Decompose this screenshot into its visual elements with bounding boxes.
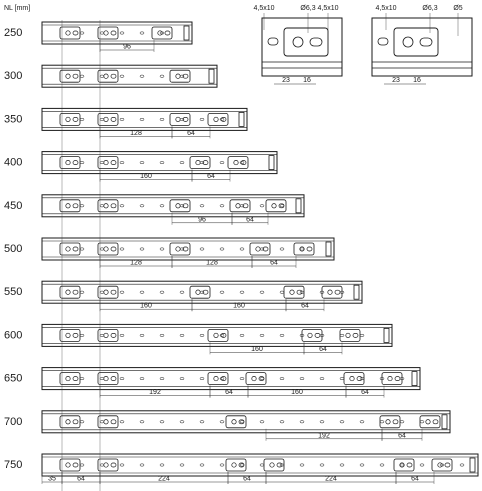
detail-slot [310,38,322,46]
mount-slot [73,377,78,381]
detail-label: 4,5x10 [375,5,397,12]
dim-label: 64 [319,345,327,353]
dim-label: 128 [130,129,142,137]
mount-hole [176,204,180,208]
mount-hole [66,290,70,294]
detail-label: Ø6,3 [300,5,316,12]
mount-slot [111,117,116,121]
mount-slot [111,161,116,165]
nl-label: 750 [4,459,23,471]
mount-slot [73,74,78,78]
dim-label: 64 [361,389,369,397]
dim-label: 224 [325,475,337,483]
dim-label: 160 [291,389,303,397]
mount-hole [104,117,108,121]
detail-dim-label: 16 [413,77,421,84]
detail-slot-left [378,38,388,45]
nl-label: 350 [4,113,23,126]
dim-label: 64 [270,259,278,267]
mount-hole [214,376,218,380]
dim-label: 96 [198,216,206,224]
dim-label: 64 [398,432,406,440]
end-roller [209,69,214,83]
slide-row [4,238,334,268]
dim-label: 64 [243,475,251,483]
nl-label: 600 [4,329,23,342]
detail-dim-label: 16 [303,77,311,84]
mount-slot [73,420,78,424]
end-roller [326,242,331,256]
detail-hole [403,37,413,47]
nl-label: 250 [4,27,23,39]
mount-hole [176,117,180,121]
mount-slot [73,161,78,165]
slide-rows [4,20,478,491]
mount-slot [445,463,450,467]
mount-slot [111,333,116,337]
mount-slot [111,290,116,294]
end-roller [442,415,447,429]
dim-label: 160 [251,345,263,353]
mount-slot [393,420,398,424]
mount-hole [256,247,260,251]
nl-header: NL [mm] [4,5,31,12]
mount-hole [272,204,276,208]
mount-hole [328,290,332,294]
detail-label: Ø5 [453,5,463,12]
end-roller [354,285,359,299]
mount-slot [353,333,358,337]
mount-hole [66,420,70,424]
mount-slot [407,463,412,467]
detail-hole [293,37,303,47]
mount-hole [232,420,236,424]
mount-slot [73,290,78,294]
mount-hole [66,31,70,35]
mount-hole [104,74,108,78]
mount-hole [308,333,312,337]
mount-slot [433,420,438,424]
mount-slot [111,74,116,78]
dim-label: 64 [207,173,215,181]
mount-hole [66,247,70,251]
mount-hole [196,290,200,294]
dim-label: 96 [123,43,131,51]
end-roller [384,328,389,342]
mount-hole [426,420,430,424]
nl-label: 450 [4,199,23,212]
dim-label: 64 [301,302,309,310]
dim-label: 160 [233,302,245,310]
detail-views [253,5,472,84]
dim-label: 64 [411,475,419,483]
detail-dim-label: 23 [392,77,400,84]
slide-row [4,454,478,484]
mount-hole [400,463,404,467]
slide-row [4,195,304,225]
mount-slot [315,333,320,337]
mount-slot [73,31,78,35]
end-roller [184,26,189,40]
mount-hole [388,376,392,380]
dim-label: 64 [225,389,233,397]
mount-slot [111,31,116,35]
dim-label: 192 [318,432,330,440]
slide-row [4,368,420,398]
detail-label: Ø6,3 [422,5,438,12]
mount-hole [104,204,108,208]
mount-slot [165,31,170,35]
detail-label: 4,5x10 [253,5,275,12]
mount-hole [104,333,108,337]
nl-label: 550 [4,286,23,299]
slide-row [4,152,277,182]
detail-a [253,5,342,84]
mount-hole [214,117,218,121]
mount-hole [252,376,256,380]
mount-hole [196,160,200,164]
slide-row [4,22,192,52]
mount-hole [66,463,70,467]
mount-slot [73,117,78,121]
nl-label: 500 [4,243,23,255]
mount-hole [270,463,274,467]
mount-hole [350,376,354,380]
mount-slot [111,420,116,424]
dim-label: 128 [206,259,218,267]
mount-hole [66,204,70,208]
mount-hole [346,333,350,337]
mount-slot [111,377,116,381]
dim-label: 224 [158,475,170,483]
mount-hole [66,160,70,164]
mount-hole [66,376,70,380]
mount-hole [66,74,70,78]
slide-row [4,65,217,87]
end-roller [239,112,244,126]
end-roller [296,199,301,213]
nl-label: 700 [4,415,23,428]
mount-hole [104,247,108,251]
dim-label: 35 [48,475,56,483]
mount-slot [111,247,116,251]
mount-slot [395,377,400,381]
detail-dim-label: 23 [282,77,290,84]
detail-slot [420,38,432,46]
nl-label: 650 [4,372,23,385]
mount-slot [307,247,312,251]
mount-hole [234,160,238,164]
mount-hole [232,463,236,467]
detail-label: 4,5x10 [317,5,339,12]
slide-row [4,108,247,138]
mount-hole [104,31,108,35]
mount-slot [73,204,78,208]
mount-hole [104,420,108,424]
mount-slot [111,463,116,467]
detail-slot-left [268,38,278,45]
mount-hole [214,333,218,337]
end-roller [412,372,417,386]
mount-hole [386,420,390,424]
mount-hole [104,290,108,294]
nl-label: 300 [4,70,23,83]
mount-slot [73,463,78,467]
mount-hole [176,74,180,78]
dim-label: 64 [77,475,85,483]
detail-b [372,5,472,84]
slide-row [4,281,362,311]
dim-label: 128 [130,259,142,267]
mount-hole [290,290,294,294]
nl-label: 400 [4,156,23,169]
dim-label: 160 [140,302,152,310]
mount-slot [111,204,116,208]
mount-slot [73,333,78,337]
dim-label: 192 [149,389,161,397]
end-roller [470,458,475,472]
mount-slot [73,247,78,251]
mount-hole [104,160,108,164]
mount-hole [66,117,70,121]
mount-hole [66,333,70,337]
dim-label: 64 [246,216,254,224]
mount-hole [300,247,304,251]
mount-hole [104,376,108,380]
dim-label: 64 [187,129,195,137]
mount-slot [335,290,340,294]
mount-hole [176,247,180,251]
slide-row [4,324,392,354]
slide-row [4,411,450,441]
dim-label: 160 [140,173,152,181]
end-roller [269,156,274,170]
mount-hole [236,204,240,208]
mount-hole [104,463,108,467]
